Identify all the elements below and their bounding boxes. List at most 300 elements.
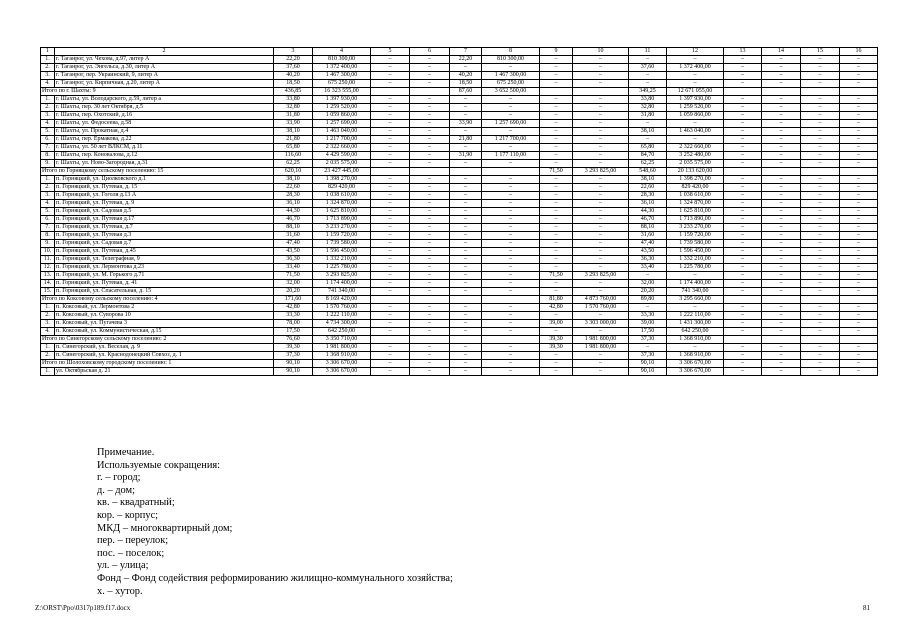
row-number: 7. — [41, 224, 55, 232]
table-cell: – — [482, 328, 540, 336]
row-number: 1. — [41, 304, 55, 312]
table-cell: 3 652 500,00 — [482, 88, 540, 96]
table-cell: – — [410, 328, 450, 336]
table-cell: – — [371, 144, 410, 152]
table-cell: 1 625 810,00 — [313, 208, 371, 216]
address-cell: г. Шахты, пер. 30 лет Октября, д.5 — [55, 104, 274, 112]
table-row — [41, 96, 878, 104]
table-cell: – — [801, 104, 840, 112]
table-cell: – — [573, 80, 629, 88]
table-cell: – — [762, 280, 801, 288]
table-row — [41, 224, 878, 232]
table-row — [41, 160, 878, 168]
address-cell: г. Шахты, ул. 50 лет ВЛКСМ, д.11 — [55, 144, 274, 152]
table-cell: 20 133 620,00 — [667, 168, 724, 176]
table-cell: – — [801, 208, 840, 216]
table-cell: – — [762, 160, 801, 168]
table-cell: 33,40 — [629, 264, 667, 272]
table-cell: – — [840, 136, 878, 144]
table-row — [41, 272, 878, 280]
table-cell: – — [450, 320, 482, 328]
table-cell: – — [450, 368, 482, 376]
table-cell: 1 398 270,00 — [667, 176, 724, 184]
table-cell: 1 059 860,00 — [313, 112, 371, 120]
table-cell: – — [371, 352, 410, 360]
table-cell: – — [482, 144, 540, 152]
table-cell: – — [540, 128, 573, 136]
row-number: 2. — [41, 104, 55, 112]
table-cell: – — [540, 176, 573, 184]
table-cell: – — [371, 200, 410, 208]
table-cell: – — [573, 104, 629, 112]
column-number: 9 — [540, 48, 573, 56]
row-number: 4. — [41, 80, 55, 88]
table-cell: – — [371, 232, 410, 240]
table-cell: – — [540, 144, 573, 152]
table-cell: – — [410, 144, 450, 152]
table-cell: – — [540, 232, 573, 240]
address-cell: г. Шахты, пер. Охотский, д.16 — [55, 112, 274, 120]
table-cell: – — [371, 288, 410, 296]
address-cell: п. Горняцкий, ул. Циолковского д.1 — [55, 176, 274, 184]
table-cell: 17,50 — [274, 328, 313, 336]
table-cell: – — [801, 200, 840, 208]
column-number: 11 — [629, 48, 667, 56]
table-cell: – — [450, 264, 482, 272]
table-cell: – — [371, 104, 410, 112]
table-row — [41, 80, 878, 88]
table-cell: 36,30 — [629, 256, 667, 264]
note-line: ул. – улица; — [97, 560, 149, 572]
table-cell: – — [371, 152, 410, 160]
table-cell: – — [801, 120, 840, 128]
table-cell: – — [410, 72, 450, 80]
table-cell: 33,80 — [629, 96, 667, 104]
row-number: 15. — [41, 288, 55, 296]
table-cell: – — [540, 64, 573, 72]
table-cell: – — [371, 272, 410, 280]
table-cell: – — [450, 232, 482, 240]
table-cell: 44,30 — [274, 208, 313, 216]
table-cell: 76,60 — [274, 336, 313, 344]
table-row — [41, 112, 878, 120]
table-cell: – — [840, 80, 878, 88]
table-cell: – — [840, 304, 878, 312]
table-cell: – — [801, 160, 840, 168]
address-cell: п. Горняцкий, ул. Телеграфная, 9 — [55, 256, 274, 264]
table-cell: – — [410, 264, 450, 272]
table-cell: – — [482, 304, 540, 312]
table-cell — [482, 296, 540, 304]
table-cell: 39,00 — [629, 320, 667, 328]
address-cell: г. Шахты, ул. Прокатная, д.4 — [55, 128, 274, 136]
table-cell: – — [482, 128, 540, 136]
note-line: пос. – поселок; — [97, 547, 165, 559]
table-cell: 3 252 480,00 — [667, 152, 724, 160]
table-cell: – — [371, 328, 410, 336]
table-cell: – — [762, 128, 801, 136]
table-cell: – — [629, 344, 667, 352]
table-cell: – — [573, 56, 629, 64]
table-cell: 32,00 — [274, 280, 313, 288]
table-cell: 46,70 — [274, 216, 313, 224]
table-cell — [573, 88, 629, 96]
table-cell — [450, 168, 482, 176]
table-cell: 37,60 — [629, 64, 667, 72]
table-cell: – — [724, 280, 762, 288]
address-cell: г. Таганрог, ул. Кирпичная, д.20, литер А — [55, 80, 274, 88]
table-cell: 33,80 — [274, 96, 313, 104]
table-cell: – — [801, 328, 840, 336]
address-cell: ул. Октябрьская д. 21 — [55, 368, 274, 376]
table-cell: – — [801, 312, 840, 320]
row-number: 6. — [41, 136, 55, 144]
table-cell: – — [450, 224, 482, 232]
table-cell: – — [540, 288, 573, 296]
table-cell: 1 259 520,00 — [667, 104, 724, 112]
table-cell: 1 467 300,00 — [482, 72, 540, 80]
table-cell: – — [573, 288, 629, 296]
table-cell: – — [801, 184, 840, 192]
table-cell: 8 169 420,00 — [313, 296, 371, 304]
table-cell: – — [629, 56, 667, 64]
table-cell: 436,85 — [274, 88, 313, 96]
table-cell: – — [667, 304, 724, 312]
table-cell: – — [573, 176, 629, 184]
table-cell: – — [840, 112, 878, 120]
table-cell: – — [371, 80, 410, 88]
subtotal-row — [41, 168, 878, 176]
table-cell: – — [482, 320, 540, 328]
table-row — [41, 176, 878, 184]
table-cell: – — [667, 272, 724, 280]
table-cell: – — [410, 56, 450, 64]
note-line: г. – город; — [97, 472, 141, 484]
column-number: 16 — [840, 48, 878, 56]
table-cell: – — [573, 352, 629, 360]
table-cell — [801, 296, 840, 304]
row-number: 12. — [41, 264, 55, 272]
table-cell: 47,40 — [274, 240, 313, 248]
table-cell: – — [410, 368, 450, 376]
table-cell: 1 368 910,00 — [667, 352, 724, 360]
table-cell: – — [801, 288, 840, 296]
table-cell: – — [482, 232, 540, 240]
table-cell: 17,50 — [629, 328, 667, 336]
table-cell: 1 159 720,00 — [667, 232, 724, 240]
table-cell: – — [840, 56, 878, 64]
table-cell: 18,50 — [450, 80, 482, 88]
table-cell: 1 463 040,00 — [313, 128, 371, 136]
subtotal-row — [41, 336, 878, 344]
table-cell: – — [573, 128, 629, 136]
table-cell: – — [762, 240, 801, 248]
table-cell: – — [540, 360, 573, 368]
column-number: 4 — [313, 48, 371, 56]
table-cell: 1 222 110,00 — [667, 312, 724, 320]
address-cell: п. Горняцкий, ул. Путевая, д. 15 — [55, 184, 274, 192]
table-cell: 37,30 — [274, 352, 313, 360]
address-cell: п. Синегорский, ул. Краснодонецкий Совхоз, д. 1 — [55, 352, 274, 360]
table-cell: – — [482, 272, 540, 280]
table-row — [41, 200, 878, 208]
table-cell: 39,30 — [540, 344, 573, 352]
table-cell: – — [629, 304, 667, 312]
table-cell: – — [410, 192, 450, 200]
table-cell: – — [450, 160, 482, 168]
table-cell: – — [573, 152, 629, 160]
table-cell — [762, 168, 801, 176]
table-cell: 1 225 780,00 — [667, 264, 724, 272]
table-cell: – — [801, 280, 840, 288]
table-cell: – — [762, 216, 801, 224]
table-cell: 171,60 — [274, 296, 313, 304]
table-cell: – — [482, 160, 540, 168]
table-cell: – — [573, 64, 629, 72]
table-cell: – — [450, 192, 482, 200]
column-number: 8 — [482, 48, 540, 56]
table-cell: 62,25 — [629, 160, 667, 168]
table-cell: – — [450, 280, 482, 288]
table-cell: 1 217 700,00 — [482, 136, 540, 144]
column-number: 5 — [371, 48, 410, 56]
table-cell: – — [573, 240, 629, 248]
table-cell: – — [801, 136, 840, 144]
table-cell: – — [762, 232, 801, 240]
table-cell: – — [410, 96, 450, 104]
table-cell: – — [762, 112, 801, 120]
table-cell: – — [801, 96, 840, 104]
table-cell: – — [410, 120, 450, 128]
table-cell: – — [371, 72, 410, 80]
table-cell: – — [573, 328, 629, 336]
table-row — [41, 104, 878, 112]
table-cell: – — [540, 328, 573, 336]
table-cell: – — [840, 160, 878, 168]
address-cell: п. Горняцкий, ул. Путевая, д. 9 — [55, 200, 274, 208]
table-row — [41, 192, 878, 200]
table-cell: – — [540, 80, 573, 88]
row-number: 2. — [41, 312, 55, 320]
row-number: 3. — [41, 320, 55, 328]
table-cell: – — [724, 112, 762, 120]
table-cell: 3 303 000,00 — [573, 320, 629, 328]
table-cell: – — [762, 272, 801, 280]
table-cell: – — [724, 96, 762, 104]
table-cell: 1 981 800,00 — [573, 344, 629, 352]
table-cell: – — [482, 240, 540, 248]
table-cell: – — [762, 104, 801, 112]
table-cell: – — [724, 120, 762, 128]
table-cell: – — [762, 200, 801, 208]
table-cell: 31,60 — [274, 232, 313, 240]
table-cell: – — [762, 56, 801, 64]
table-cell — [840, 336, 878, 344]
table-cell: – — [762, 192, 801, 200]
table-cell: – — [724, 232, 762, 240]
table-cell: – — [371, 368, 410, 376]
table-cell: – — [540, 240, 573, 248]
table-cell — [410, 168, 450, 176]
address-cell: п. Горняцкий, ул. Лермонтова д.23 — [55, 264, 274, 272]
notes-block — [97, 447, 453, 598]
address-cell: п. Горняцкий, ул. Садовая д.7 — [55, 240, 274, 248]
table-cell: – — [840, 224, 878, 232]
table-cell: 3 306 670,00 — [667, 368, 724, 376]
table-cell: 2 035 575,00 — [313, 160, 371, 168]
table-cell: – — [450, 328, 482, 336]
table-cell: – — [667, 80, 724, 88]
table-cell: – — [840, 256, 878, 264]
table-cell: 23 427 445,00 — [313, 168, 371, 176]
row-number: 14. — [41, 280, 55, 288]
table-cell: – — [371, 120, 410, 128]
table-cell: – — [540, 216, 573, 224]
row-number: 1. — [41, 176, 55, 184]
table-cell: – — [450, 248, 482, 256]
row-number: 6. — [41, 216, 55, 224]
table-cell: – — [450, 128, 482, 136]
table-cell — [801, 88, 840, 96]
address-cell: г. Шахты, ул. Ново-Загородная, д.31 — [55, 160, 274, 168]
table-cell — [762, 296, 801, 304]
table-cell: 42,80 — [540, 304, 573, 312]
table-cell: – — [573, 192, 629, 200]
table-cell: – — [371, 64, 410, 72]
table-cell: 3 306 670,00 — [313, 368, 371, 376]
table-cell: – — [450, 256, 482, 264]
table-cell — [801, 168, 840, 176]
note-line: Используемые сокращения: — [97, 459, 221, 471]
table-cell: – — [573, 160, 629, 168]
table-cell: 1 625 810,00 — [667, 208, 724, 216]
table-cell: 22,20 — [450, 56, 482, 64]
table-cell: 4 734 300,00 — [313, 320, 371, 328]
table-row — [41, 136, 878, 144]
table-cell: 62,25 — [274, 160, 313, 168]
table-row — [41, 312, 878, 320]
table-cell: – — [371, 216, 410, 224]
table-cell: – — [801, 64, 840, 72]
table-cell: 89,80 — [629, 296, 667, 304]
table-row — [41, 240, 878, 248]
address-cell: п. Горняцкий, ул. Путевая, д.45 — [55, 248, 274, 256]
table-cell: 44,30 — [629, 208, 667, 216]
table-cell: 78,00 — [274, 320, 313, 328]
table-cell: 1 570 760,00 — [573, 304, 629, 312]
table-cell: 1 463 040,00 — [667, 128, 724, 136]
page-number: 81 — [863, 604, 870, 612]
table-cell: – — [540, 96, 573, 104]
table-cell: – — [724, 80, 762, 88]
table-cell: 32,80 — [629, 104, 667, 112]
row-number: 4. — [41, 120, 55, 128]
table-cell: – — [801, 352, 840, 360]
table-cell: 829 420,00 — [313, 184, 371, 192]
table-cell: – — [840, 64, 878, 72]
table-cell: 32,00 — [629, 280, 667, 288]
table-cell: – — [482, 200, 540, 208]
table-cell: 20,20 — [629, 288, 667, 296]
table-cell: 2 322 660,00 — [313, 144, 371, 152]
table-cell: 810 300,00 — [313, 56, 371, 64]
table-row — [41, 280, 878, 288]
table-cell: – — [667, 344, 724, 352]
table-cell: – — [540, 112, 573, 120]
table-cell: – — [840, 360, 878, 368]
table-cell: 1 217 700,00 — [313, 136, 371, 144]
table-cell: – — [724, 176, 762, 184]
table-cell: 1 713 890,00 — [313, 216, 371, 224]
table-cell: – — [482, 216, 540, 224]
table-cell: – — [801, 176, 840, 184]
table-cell: – — [573, 360, 629, 368]
table-cell: – — [801, 320, 840, 328]
table-cell: – — [573, 200, 629, 208]
table-cell: – — [410, 352, 450, 360]
table-cell: 1 174 400,00 — [667, 280, 724, 288]
table-cell: – — [482, 344, 540, 352]
table-cell: 1 397 930,00 — [313, 96, 371, 104]
table-cell: – — [482, 104, 540, 112]
table-cell: 31,90 — [450, 152, 482, 160]
table-row — [41, 64, 878, 72]
table-cell: – — [482, 256, 540, 264]
table-cell: 36,10 — [274, 200, 313, 208]
table-cell: 90,10 — [629, 368, 667, 376]
table-cell: – — [540, 104, 573, 112]
table-cell: 43,50 — [629, 248, 667, 256]
table-cell: – — [573, 96, 629, 104]
table-cell: – — [801, 80, 840, 88]
table-cell: – — [840, 152, 878, 160]
row-number: 1. — [41, 56, 55, 64]
table-cell: – — [840, 176, 878, 184]
table-cell: – — [840, 320, 878, 328]
table-cell: – — [801, 56, 840, 64]
table-cell: – — [371, 304, 410, 312]
address-cell: п. Горняцкий, ул. Спасательная, д. 15 — [55, 288, 274, 296]
row-number: 3. — [41, 192, 55, 200]
table-cell — [450, 296, 482, 304]
column-number: 10 — [573, 48, 629, 56]
table-cell: – — [724, 192, 762, 200]
table-cell: – — [762, 72, 801, 80]
table-cell — [840, 296, 878, 304]
table-cell: – — [540, 224, 573, 232]
table-cell: – — [840, 200, 878, 208]
table-cell: 3 306 670,00 — [313, 360, 371, 368]
note-line: д. – дом; — [97, 484, 136, 496]
table-cell: – — [371, 112, 410, 120]
table-cell: – — [410, 80, 450, 88]
footer-file-path: Z:\ORST\Ppo\0317p189.f17.docx — [35, 604, 131, 612]
table-cell: 548,60 — [629, 168, 667, 176]
table-cell: 3 293 825,00 — [573, 168, 629, 176]
table-cell: – — [840, 144, 878, 152]
table-cell: – — [482, 288, 540, 296]
table-cell: – — [762, 256, 801, 264]
table-cell: – — [667, 56, 724, 64]
row-number: 1. — [41, 96, 55, 104]
table-cell: – — [540, 256, 573, 264]
table-cell: 71,50 — [540, 272, 573, 280]
table-cell: – — [371, 128, 410, 136]
table-cell: – — [410, 104, 450, 112]
table-cell: 33,30 — [274, 312, 313, 320]
table-cell: – — [371, 360, 410, 368]
table-cell: 1 259 520,00 — [313, 104, 371, 112]
